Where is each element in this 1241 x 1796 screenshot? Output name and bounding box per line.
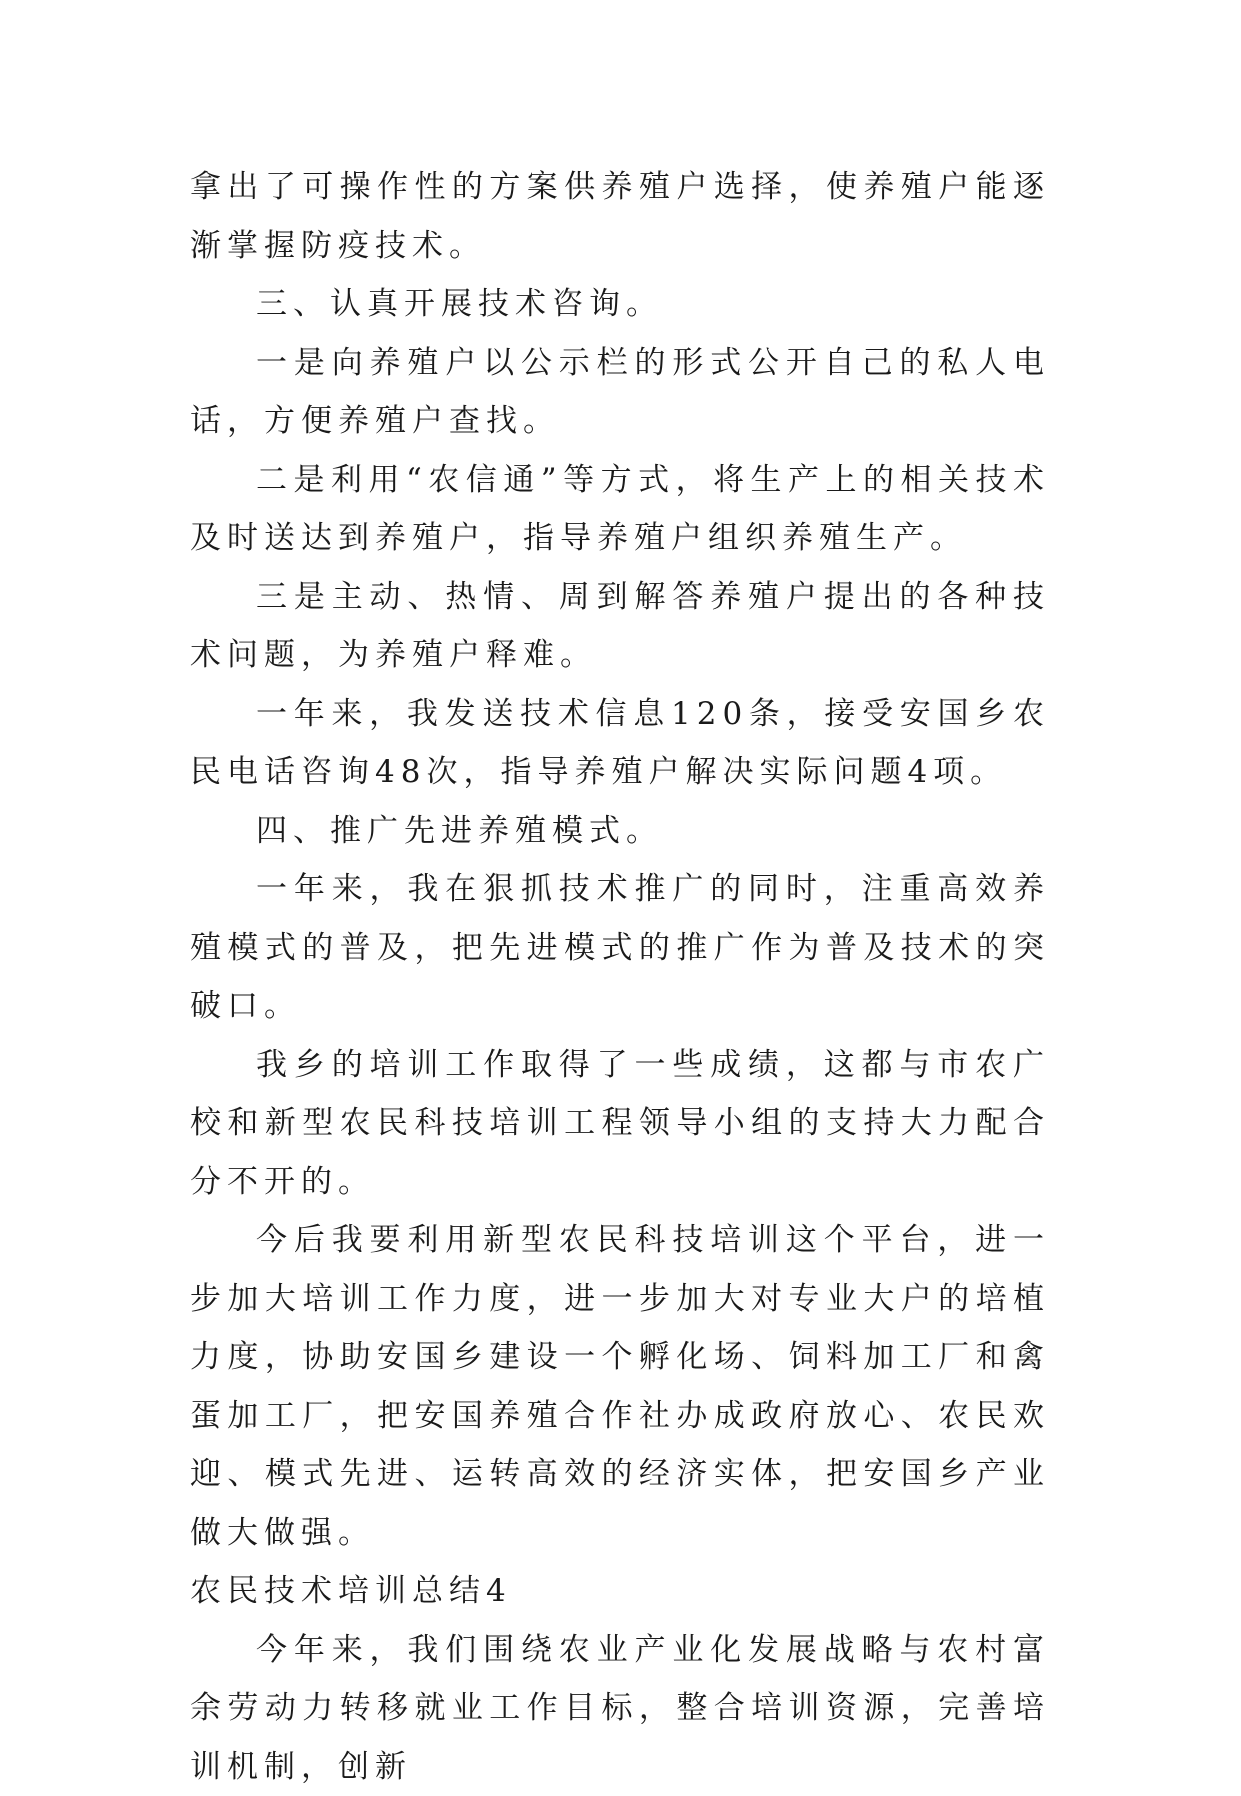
section-heading-four: 四、推广先进养殖模式。 (190, 802, 1050, 861)
section-heading-three: 三、认真开展技术咨询。 (190, 275, 1050, 334)
paragraph-summary-intro: 今年来，我们围绕农业产业化发展战略与农村富余劳动力转移就业工作目标，整合培训资源，完善培训机制，创新 (190, 1621, 1050, 1796)
paragraph-future-plans: 今后我要利用新型农民科技培训这个平台，进一步加大培训工作力度，进一步加大对专业大户的培植力度，协助安国乡建设一个孵化场、饲料加工厂和禽蛋加工厂，把安国养殖合作社办成政府放心、农民欢迎、模式先进、运转高效的经济实体，把安国乡产业做大做强。 (190, 1211, 1050, 1562)
section-title-summary-4: 农民技术培训总结4 (190, 1562, 1050, 1621)
paragraph-continuation: 拿出了可操作性的方案供养殖户选择，使养殖户能逐渐掌握防疫技术。 (190, 158, 1050, 275)
paragraph-point-two: 二是利用“农信通”等方式，将生产上的相关技术及时送达到养殖户，指导养殖户组织养殖生产。 (190, 451, 1050, 568)
paragraph-point-three: 三是主动、热情、周到解答养殖户提出的各种技术问题，为养殖户释难。 (190, 568, 1050, 685)
paragraph-model-promotion: 一年来，我在狠抓技术推广的同时，注重高效养殖模式的普及，把先进模式的推广作为普及技术的突破口。 (190, 860, 1050, 1036)
paragraph-year-stats: 一年来，我发送技术信息120条，接受安国乡农民电话咨询48次，指导养殖户解决实际问题4项。 (190, 685, 1050, 802)
document-body (190, 158, 1050, 1796)
paragraph-achievements: 我乡的培训工作取得了一些成绩，这都与市农广校和新型农民科技培训工程领导小组的支持大力配合分不开的。 (190, 1036, 1050, 1212)
paragraph-point-one: 一是向养殖户以公示栏的形式公开自己的私人电话，方便养殖户查找。 (190, 334, 1050, 451)
